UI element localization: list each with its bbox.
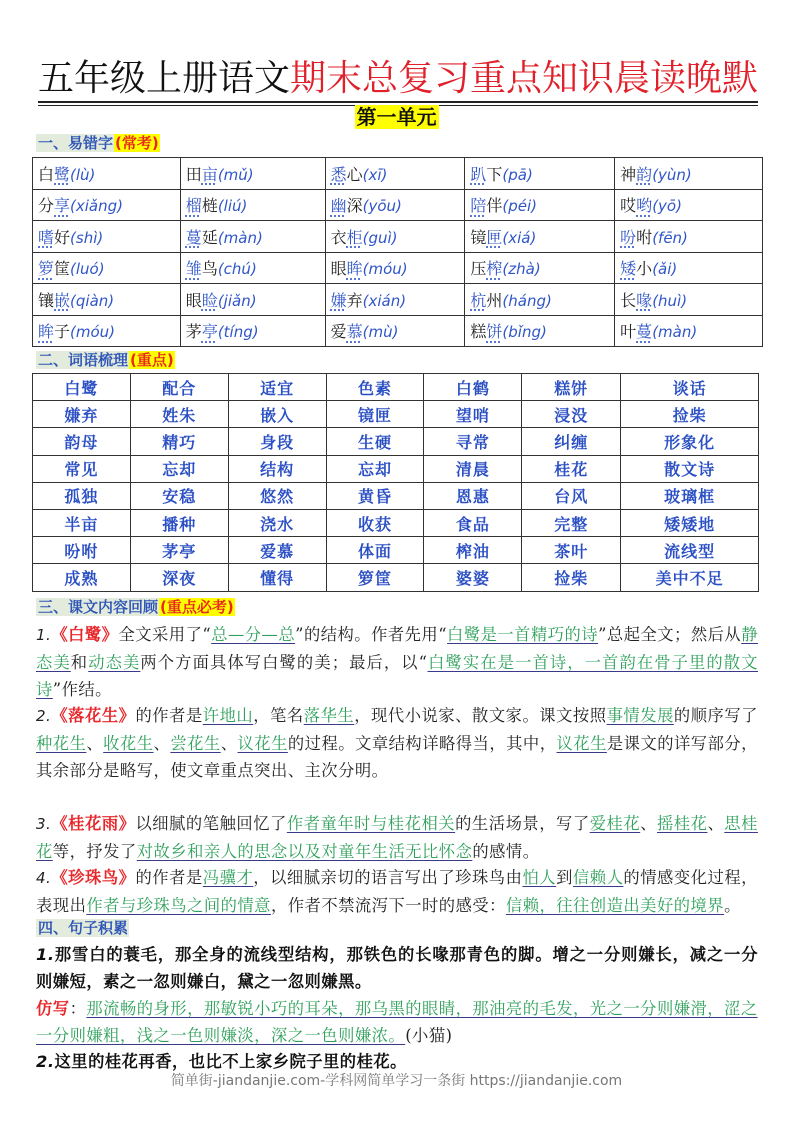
typo-cell: [33, 189, 181, 221]
pinyin: (màn): [652, 323, 698, 342]
lesson-title: 《珍珠鸟》: [51, 868, 136, 887]
typo-cell: [33, 284, 181, 316]
typo-cell: [180, 315, 325, 347]
title-part-topic: 期末总复习重点知识晨读晚默: [290, 58, 759, 98]
vocab-word: 成熟: [33, 564, 131, 591]
plain-char: 梿: [201, 196, 218, 216]
vocab-word: 矮矮地: [621, 509, 759, 536]
page-title: [38, 58, 758, 104]
error-prone-char: 亭: [201, 322, 218, 342]
pinyin: (luó): [70, 260, 105, 279]
error-prone-char: 韵: [636, 164, 653, 184]
vocab-word: 黄昏: [326, 482, 424, 509]
vocab-word: 捡柴: [522, 564, 621, 591]
sentence-1: 1.那雪白的蓑毛，那全身的流线型结构，那铁色的长喙那青色的脚。增之一分则嫌长，减之一分则嫌短，素之一忽则嫌白，黛之一忽则嫌黑。: [36, 945, 758, 991]
vocab-word: 精巧: [130, 428, 228, 455]
plain-char: 鸟: [201, 259, 218, 279]
plain-char: 眼: [330, 259, 347, 279]
lesson-title: 《落花生》: [51, 706, 136, 725]
vocab-word: 纠缠: [522, 428, 621, 455]
unit-heading: 第一单元: [356, 105, 437, 129]
vocab-word: 孤独: [33, 482, 131, 509]
vocab-word: 懂得: [228, 564, 326, 591]
pinyin: (xián): [362, 291, 407, 310]
error-prone-char: 匣: [486, 227, 503, 247]
vocab-word: 流线型: [621, 537, 759, 564]
pinyin: (qiàn): [70, 291, 115, 310]
typo-cell: [615, 221, 763, 253]
vocab-row: [33, 564, 759, 591]
vocab-word: 榨油: [424, 537, 522, 564]
typo-cell: [465, 252, 615, 284]
typo-cell: [465, 221, 615, 253]
plain-char: 镶: [38, 290, 55, 310]
pinyin: (pā): [502, 165, 533, 184]
vocab-word: 清晨: [424, 455, 522, 482]
error-prone-char: 陪: [470, 196, 487, 216]
pinyin: (guì): [362, 228, 398, 247]
plain-char: 延: [201, 227, 218, 247]
plain-char: 深: [346, 196, 363, 216]
plain-char: 田: [185, 164, 202, 184]
vocab-word: 散文诗: [621, 455, 759, 482]
typo-cell: [325, 315, 465, 347]
vocab-row: [33, 374, 759, 401]
pinyin: (shì): [70, 228, 104, 247]
typo-table: [32, 157, 763, 347]
vocab-word: 深夜: [130, 564, 228, 591]
vocab-word: 嵌入: [228, 401, 326, 428]
vocab-word: 浸没: [522, 401, 621, 428]
pinyin: (péi): [502, 197, 538, 216]
error-prone-char: 哟: [636, 196, 653, 216]
plain-char: 压: [470, 259, 487, 279]
watermark-footer: 简单街-jiandanjie.com-学科网简单学习一条街 https://jiandanjie.com: [170, 1073, 623, 1089]
error-prone-char: 睑: [201, 290, 218, 310]
error-prone-char: 蔓: [185, 227, 202, 247]
error-prone-char: 榨: [486, 259, 503, 279]
vocab-word: 姓朱: [130, 401, 228, 428]
error-prone-char: 饼: [486, 322, 503, 342]
vocab-word: 爱慕: [228, 537, 326, 564]
pinyin: (liú): [217, 197, 248, 216]
section-heading-review: 三、课文内容回顾 (重点必考): [38, 598, 234, 616]
vocab-word: 安稳: [130, 482, 228, 509]
pinyin: (móu): [70, 323, 116, 342]
typo-cell: [33, 221, 181, 253]
plain-char: 衣: [330, 227, 347, 247]
error-prone-char: 喙: [636, 290, 653, 310]
plain-char: 咐: [636, 227, 653, 247]
plain-char: 爱: [330, 322, 347, 342]
typo-cell: [615, 252, 763, 284]
vocab-word: 体面: [326, 537, 424, 564]
typo-cell: [180, 221, 325, 253]
vocab-word: 配合: [130, 374, 228, 401]
error-prone-char: 亩: [201, 164, 218, 184]
review-paragraph-bailu: 1.《白鹭》全文采用了“总—分—总”的结构。作者先用“白鹭是一首精巧的诗”总起全文；然后从静态美和动态美两个方面具体写白鹭的美；最后，以“白鹭实在是一首诗，一首韵在骨子里的散文诗”作结。: [36, 625, 758, 699]
vocab-word: 忘却: [130, 455, 228, 482]
typo-cell: [325, 284, 465, 316]
lesson-title: 《白鹭》: [51, 625, 119, 644]
pinyin: (jiǎn): [217, 291, 257, 310]
plain-char: 神: [620, 164, 637, 184]
vocab-word: 台风: [522, 482, 621, 509]
typo-row: [33, 284, 763, 316]
vocab-word: 望哨: [424, 401, 522, 428]
plain-char: 子: [54, 322, 71, 342]
error-prone-char: 享: [54, 196, 71, 216]
typo-row: [33, 158, 763, 190]
plain-char: 好: [54, 227, 71, 247]
title-part-grade: 五年级上册语文: [38, 58, 291, 98]
section-heading-sentences: 四、句子积累: [38, 919, 129, 937]
pinyin: (yōu): [362, 197, 402, 216]
plain-char: 哎: [620, 196, 637, 216]
pinyin: (xiǎng): [70, 197, 123, 216]
vocab-word: 箩筐: [326, 564, 424, 591]
vocab-word: 结构: [228, 455, 326, 482]
section-heading-typos: 一、易错字 (常考): [38, 134, 159, 152]
error-prone-char: 雏: [185, 259, 202, 279]
pinyin: (fēn): [652, 228, 688, 247]
vocab-word: 美中不足: [621, 564, 759, 591]
error-prone-char: 幽: [330, 196, 347, 216]
plain-char: 镜: [470, 227, 487, 247]
typo-cell: [615, 158, 763, 190]
vocab-word: 常见: [33, 455, 131, 482]
plain-char: 茅: [185, 322, 202, 342]
imitation-writing: 仿写：那流畅的身形，那敏锐小巧的耳朵，那乌黑的眼睛，那油亮的毛发，光之一分则嫌滑，涩之一分则嫌粗，浅之一色则嫌淡，深之一色则嫌浓。(小猫): [36, 999, 758, 1045]
error-prone-char: 矮: [620, 259, 637, 279]
typo-cell: [465, 284, 615, 316]
vocab-word: 茅亭: [130, 537, 228, 564]
lesson-title: 《桂花雨》: [51, 814, 136, 833]
plain-char: 筐: [54, 259, 71, 279]
vocab-word: 吩咐: [33, 537, 131, 564]
pinyin: (mǔ): [217, 165, 254, 184]
plain-char: 心: [346, 164, 363, 184]
vocab-word: 浇水: [228, 509, 326, 536]
pinyin: (bǐng): [502, 323, 547, 342]
vocab-word: 半亩: [33, 509, 131, 536]
pinyin: (yùn): [652, 165, 692, 184]
error-prone-char: 嗜: [38, 227, 55, 247]
pinyin: (ǎi): [652, 260, 678, 279]
vocab-word: 色素: [326, 374, 424, 401]
typo-cell: [33, 252, 181, 284]
error-prone-char: 箩: [38, 259, 55, 279]
vocab-word: 白鹤: [424, 374, 522, 401]
typo-cell: [615, 284, 763, 316]
pinyin: (yō): [652, 197, 682, 216]
typo-cell: [465, 315, 615, 347]
vocab-word: 白鹭: [33, 374, 131, 401]
error-prone-char: 蔓: [636, 322, 653, 342]
review-paragraph-zhenzhuniao: 4.《珍珠鸟》的作者是冯骥才，以细腻亲切的语言写出了珍珠鸟由怕人到信赖人的情感变化过程，表现出作者与珍珠鸟之间的情意，作者不禁流泻下一时的感受：信赖，往往创造出美好的境界。: [36, 868, 758, 915]
error-prone-char: 眸: [38, 322, 55, 342]
typo-cell: [325, 252, 465, 284]
pinyin: (màn): [217, 228, 263, 247]
error-prone-char: 吩: [620, 227, 637, 247]
vocab-word: 收获: [326, 509, 424, 536]
typo-row: [33, 221, 763, 253]
pinyin: (xī): [362, 165, 388, 184]
plain-char: 长: [620, 290, 637, 310]
typo-cell: [325, 221, 465, 253]
vocab-row: [33, 401, 759, 428]
vocab-word: 玻璃框: [621, 482, 759, 509]
vocab-word: 镜匣: [326, 401, 424, 428]
vocab-row: [33, 428, 759, 455]
plain-char: 下: [486, 164, 503, 184]
error-prone-char: 趴: [470, 164, 487, 184]
vocab-word: 桂花: [522, 455, 621, 482]
plain-char: 叶: [620, 322, 637, 342]
typo-cell: [465, 158, 615, 190]
typo-cell: [180, 189, 325, 221]
pinyin: (móu): [362, 260, 408, 279]
vocab-row: [33, 482, 759, 509]
vocab-word: 捡柴: [621, 401, 759, 428]
plain-char: 伴: [486, 196, 503, 216]
plain-char: 糕: [470, 322, 487, 342]
vocab-word: 寻常: [424, 428, 522, 455]
plain-char: 小: [636, 259, 653, 279]
typo-cell: [465, 189, 615, 221]
vocab-row: [33, 455, 759, 482]
pinyin: (mù): [362, 323, 399, 342]
typo-row: [33, 189, 763, 221]
vocab-word: 婆婆: [424, 564, 522, 591]
vocab-word: 忘却: [326, 455, 424, 482]
vocab-word: 形象化: [621, 428, 759, 455]
typo-cell: [180, 284, 325, 316]
typo-cell: [33, 158, 181, 190]
vocab-word: 完整: [522, 509, 621, 536]
plain-char: 州: [486, 290, 503, 310]
review-paragraph-luohuasheng: 2.《落花生》的作者是许地山，笔名落华生，现代小说家、散文家。课文按照事情发展的顺序写了种花生、收花生、尝花生、议花生的过程。文章结构详略得当，其中，议花生是课文的详写部分，其余部分是略写，使文章重点突出、主次分明。: [36, 706, 758, 780]
pinyin: (chú): [217, 260, 257, 279]
pinyin: (lù): [70, 165, 96, 184]
typo-cell: [615, 315, 763, 347]
pinyin: (xiá): [502, 228, 537, 247]
typo-cell: [325, 189, 465, 221]
pinyin: (tíng): [217, 323, 259, 342]
typo-cell: [180, 158, 325, 190]
vocab-word: 播种: [130, 509, 228, 536]
error-prone-char: 嫌: [330, 290, 347, 310]
plain-char: 分: [38, 196, 55, 216]
vocab-word: 食品: [424, 509, 522, 536]
section-heading-vocab: 二、词语梳理 (重点): [38, 351, 174, 369]
pinyin: (huì): [652, 291, 688, 310]
vocab-word: 生硬: [326, 428, 424, 455]
error-prone-char: 榴: [185, 196, 202, 216]
plain-char: 眼: [185, 290, 202, 310]
error-prone-char: 眸: [346, 259, 363, 279]
typo-cell: [180, 252, 325, 284]
typo-row: [33, 252, 763, 284]
vocab-word: 韵母: [33, 428, 131, 455]
error-prone-char: 嵌: [54, 290, 71, 310]
vocab-word: 悠然: [228, 482, 326, 509]
vocab-word: 茶叶: [522, 537, 621, 564]
vocab-word: 恩惠: [424, 482, 522, 509]
error-prone-char: 鹭: [54, 164, 71, 184]
plain-char: 白: [38, 164, 55, 184]
vocab-word: 谈话: [621, 374, 759, 401]
typo-row: [33, 315, 763, 347]
vocab-word: 适宜: [228, 374, 326, 401]
sentence-2: 2.这里的桂花再香，也比不上家乡院子里的桂花。: [36, 1052, 407, 1071]
review-paragraph-guihuayu: 3.《桂花雨》以细腻的笔触回忆了作者童年时与桂花相关的生活场景，写了爱桂花、摇桂花、思桂花等，抒发了对故乡和亲人的思念以及对童年生活无比怀念的感情。: [36, 814, 758, 861]
error-prone-char: 慕: [346, 322, 363, 342]
typo-cell: [33, 315, 181, 347]
vocab-row: [33, 509, 759, 536]
plain-char: 弃: [346, 290, 363, 310]
vocab-word: 身段: [228, 428, 326, 455]
typo-cell: [325, 158, 465, 190]
vocab-table: [32, 373, 759, 592]
vocab-row: [33, 537, 759, 564]
vocab-word: 糕饼: [522, 374, 621, 401]
vocab-word: 嫌弃: [33, 401, 131, 428]
error-prone-char: 杭: [470, 290, 487, 310]
pinyin: (háng): [502, 291, 552, 310]
typo-cell: [615, 189, 763, 221]
error-prone-char: 悉: [330, 164, 347, 184]
pinyin: (zhà): [502, 260, 541, 279]
error-prone-char: 柜: [346, 227, 363, 247]
